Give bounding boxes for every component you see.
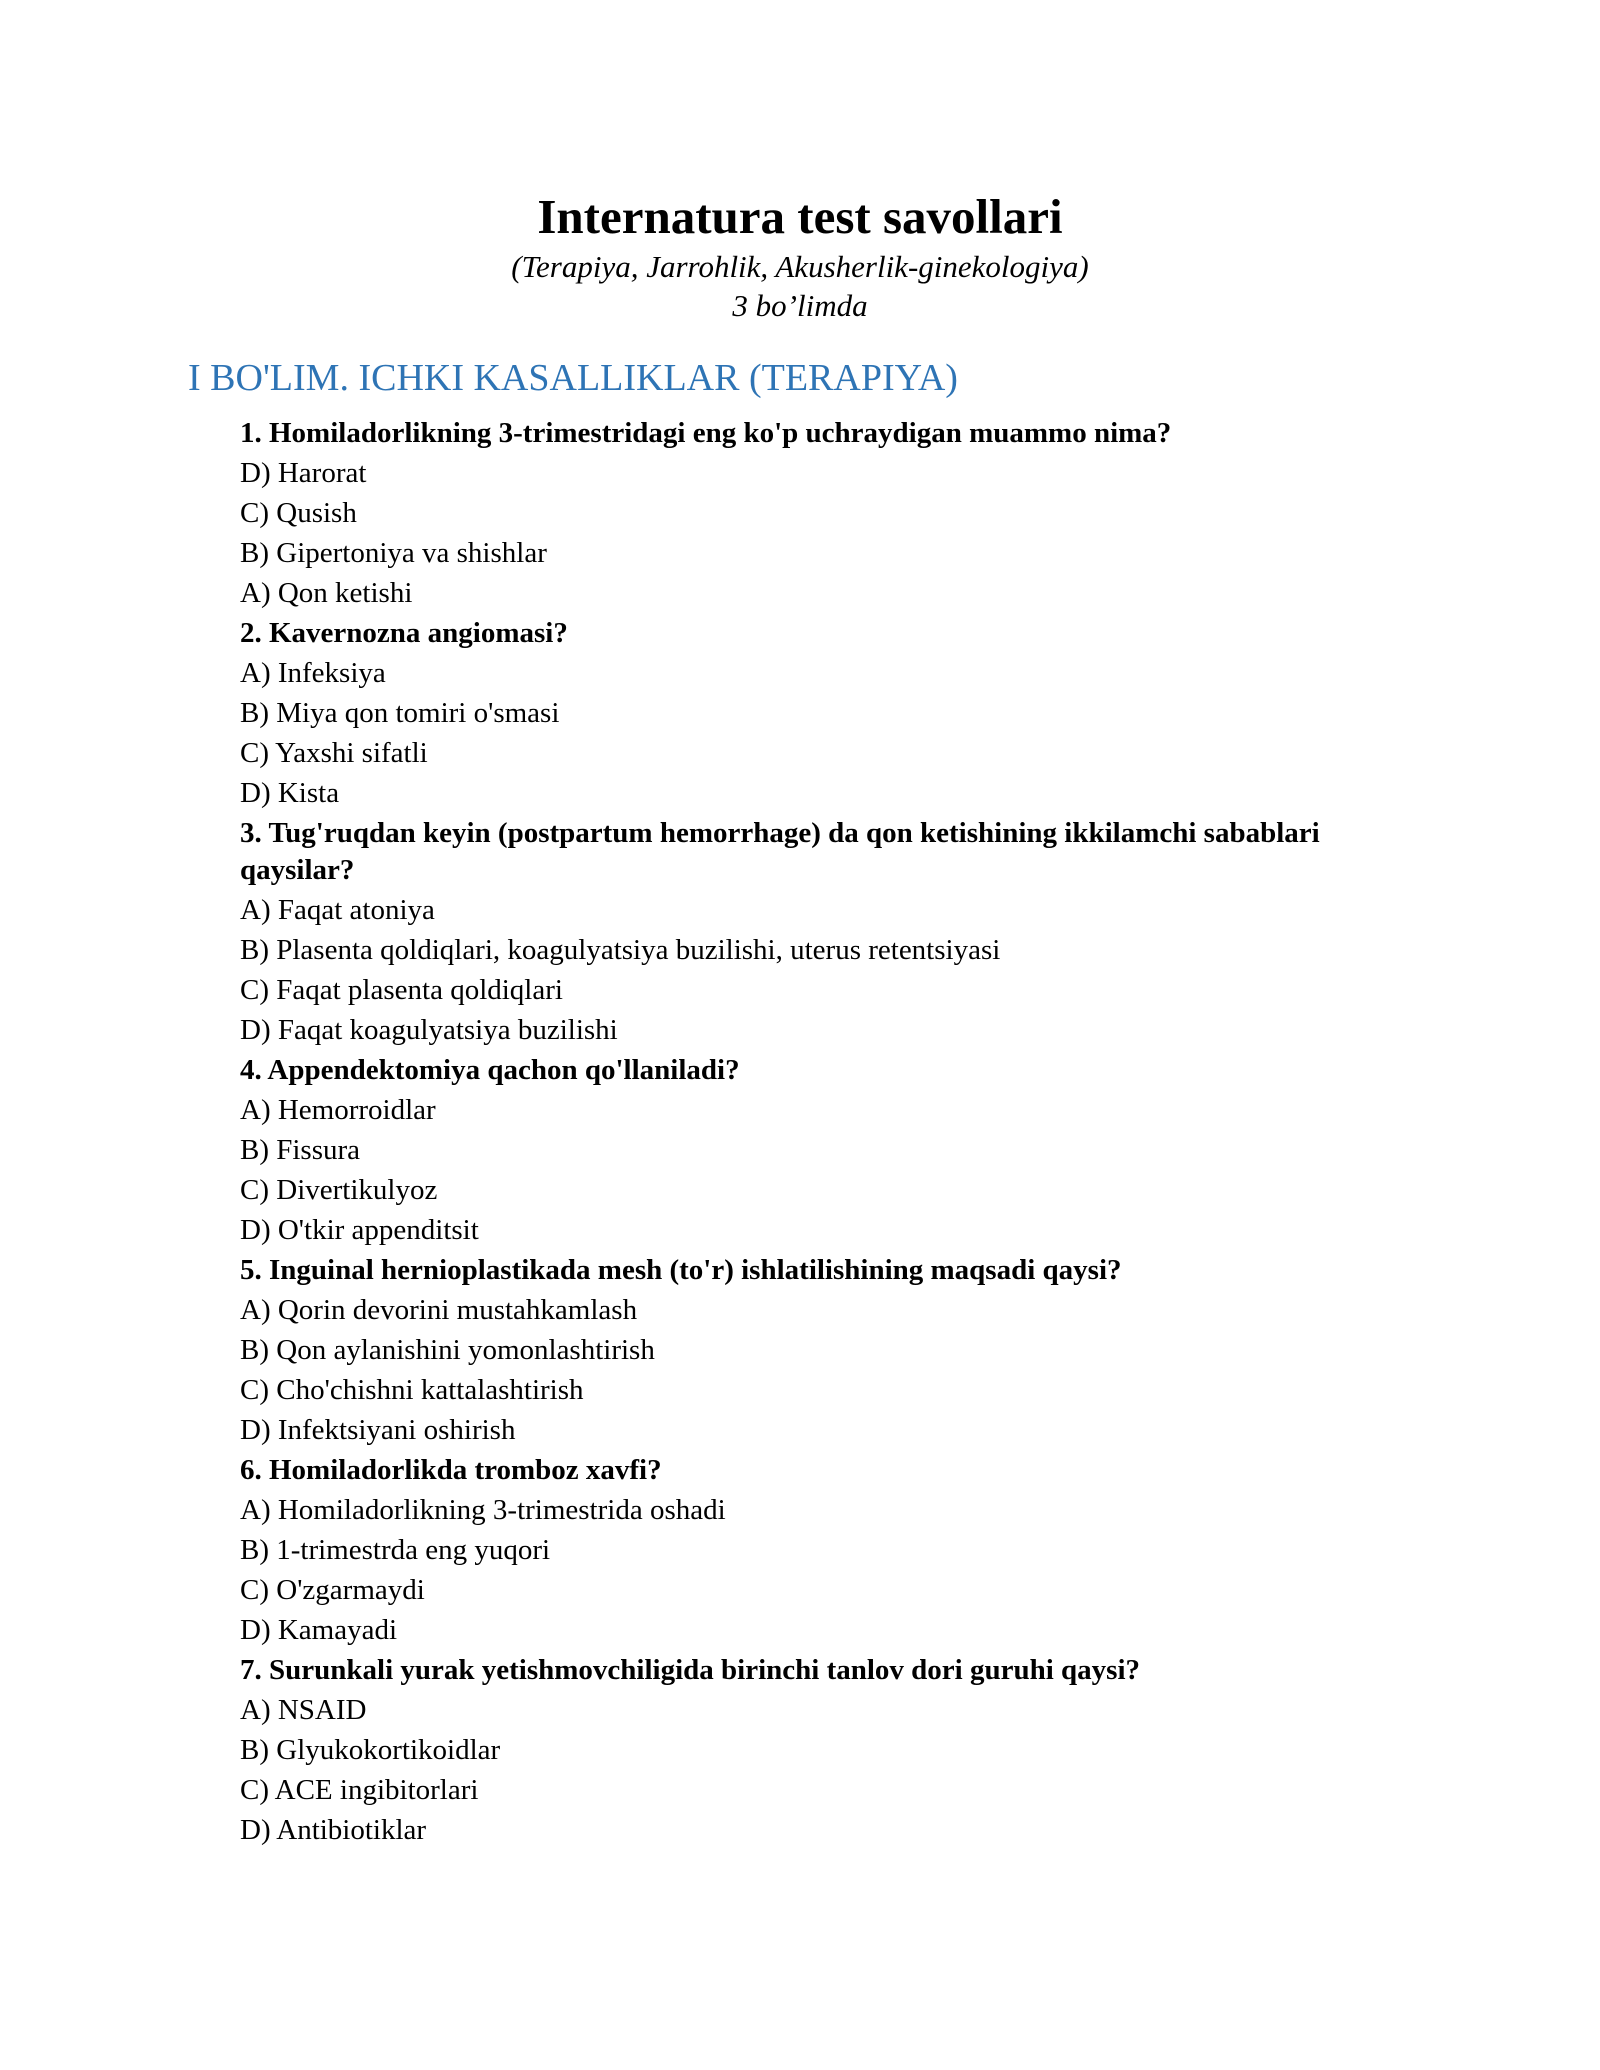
page-title: Internatura test savollari [537, 189, 1063, 244]
page-subtitle-parts: 3 bo’limda [732, 288, 868, 323]
answer-option: C) O'zgarmaydi [240, 1574, 425, 1606]
answer-option: B) 1-trimestrda eng yuqori [240, 1534, 551, 1566]
answer-option: A) Qon ketishi [240, 577, 413, 609]
answer-option: A) Faqat atoniya [240, 894, 435, 926]
question-text: 1. Homiladorlikning 3-trimestridagi eng ko'p uchraydigan muammo nima? [240, 417, 1172, 449]
answer-option: B) Fissura [240, 1134, 361, 1166]
question-text: 3. Tug'ruqdan keyin (postpartum hemorrhage) da qon ketishining ikkilamchi sabablari qaysilar? [240, 817, 1320, 886]
answer-option: B) Glyukokortikoidlar [240, 1734, 501, 1766]
answer-option: A) Qorin devorini mustahkamlash [240, 1294, 638, 1326]
answer-option: B) Qon aylanishini yomonlashtirish [240, 1334, 655, 1366]
question-7 [240, 1649, 1380, 1849]
answer-option: D) Kista [240, 777, 340, 809]
question-text: 2. Kavernozna angiomasi? [240, 617, 568, 649]
page-subtitle: (Terapiya, Jarrohlik, Akusherlik-ginekologiya) [511, 249, 1089, 284]
answer-option: C) ACE ingibitorlari [240, 1774, 479, 1806]
question-text: 7. Surunkali yurak yetishmovchiligida birinchi tanlov dori guruhi qaysi? [240, 1654, 1141, 1686]
answer-option: B) Miya qon tomiri o'smasi [240, 697, 560, 729]
answer-option: D) Harorat [240, 457, 367, 489]
question-1 [240, 412, 1380, 612]
answer-option: B) Gipertoniya va shishlar [240, 537, 547, 569]
answer-option: D) O'tkir appenditsit [240, 1214, 479, 1246]
answer-option: C) Divertikulyoz [240, 1174, 438, 1206]
answer-option: A) Hemorroidlar [240, 1094, 436, 1126]
question-3 [240, 812, 1380, 1049]
question-text: 6. Homiladorlikda tromboz xavfi? [240, 1454, 662, 1486]
answer-option: A) Homiladorlikning 3-trimestrida oshadi [240, 1494, 726, 1526]
question-6 [240, 1449, 1380, 1649]
question-5 [240, 1249, 1380, 1449]
answer-option: C) Qusish [240, 497, 357, 529]
answer-option: D) Kamayadi [240, 1614, 398, 1646]
question-2 [240, 612, 1380, 812]
question-4 [240, 1049, 1380, 1249]
answer-option: B) Plasenta qoldiqlari, koagulyatsiya buzilishi, uterus retentsiyasi [240, 934, 1001, 966]
answer-option: C) Cho'chishni kattalashtirish [240, 1374, 584, 1406]
question-text: 5. Inguinal hernioplastikada mesh (to'r) ishlatilishining maqsadi qaysi? [240, 1254, 1122, 1286]
answer-option: D) Antibiotiklar [240, 1814, 427, 1846]
question-list [240, 412, 1380, 1849]
section-heading: I BO'LIM. ICHKI KASALLIKLAR (TERAPIYA) [188, 357, 958, 399]
answer-option: A) Infeksiya [240, 657, 386, 689]
question-text: 4. Appendektomiya qachon qo'llaniladi? [240, 1054, 740, 1086]
answer-option: C) Faqat plasenta qoldiqlari [240, 974, 563, 1006]
answer-option: A) NSAID [240, 1694, 367, 1726]
answer-option: C) Yaxshi sifatli [240, 737, 428, 769]
answer-option: D) Faqat koagulyatsiya buzilishi [240, 1014, 618, 1046]
answer-option: D) Infektsiyani oshirish [240, 1414, 516, 1446]
